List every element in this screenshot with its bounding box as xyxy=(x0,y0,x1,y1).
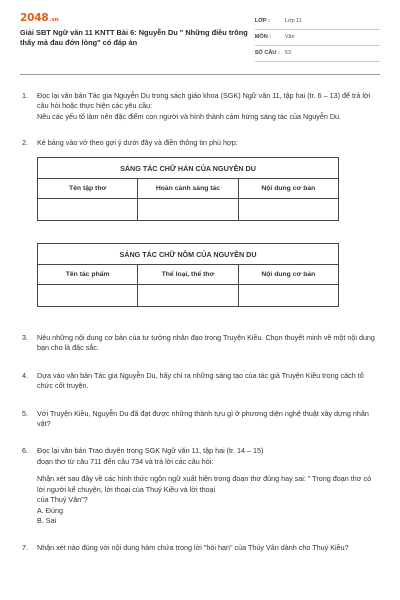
table-empty-row xyxy=(38,199,338,220)
question-text: Kẻ bảng vào vở theo gợi ý dưới đây và điền thông tin phù hợp: xyxy=(37,138,238,148)
table-nom-works xyxy=(37,243,339,307)
meta-key: LỚP : xyxy=(254,18,270,25)
table-title: SÁNG TÁC CHỮ NÔM CỦA NGUYỄN DU xyxy=(38,244,338,265)
question-number: 6. xyxy=(22,446,28,456)
question-number: 7. xyxy=(22,543,28,553)
spacer xyxy=(37,467,380,474)
table-header-row xyxy=(38,265,338,285)
question-5 xyxy=(20,409,380,430)
table-empty-cell xyxy=(239,285,338,306)
question-text: Dựa vào văn bản Tác gia Nguyễn Du, hãy chỉ ra những sáng tạo của tác giả Truyện Kiều trong cách tổ chức cốt truyện. xyxy=(37,370,364,391)
site-logo[interactable] xyxy=(20,12,255,25)
question-number: 5. xyxy=(22,408,28,418)
question-number: 4. xyxy=(22,370,28,380)
meta-row-class xyxy=(255,14,380,30)
answer-option-a[interactable]: A. Đúng xyxy=(37,505,63,515)
question-body xyxy=(34,446,380,526)
meta-box xyxy=(255,14,380,62)
table-title: SÁNG TÁC CHỮ HÁN CỦA NGUYỄN DU xyxy=(38,158,338,179)
table-header-cell: Tên tác phẩm xyxy=(38,265,138,285)
header-left xyxy=(20,12,255,62)
question-text: Với Truyện Kiều, Nguyễn Du đã đạt được những thành tựu gì ở phương diện nghệ thuật xây dựng nhân vật? xyxy=(37,408,369,428)
question-text: Nêu những nội dung cơ bản của tư tưởng nhân đạo trong Truyện Kiều. Chọn thuyết minh về một nội dung bạn cho là đặc sắc. xyxy=(37,332,375,353)
question-2 xyxy=(20,138,380,306)
meta-key: MÔN : xyxy=(254,34,272,41)
question-number: 2. xyxy=(22,138,28,148)
table-header-cell: Nội dung cơ bản xyxy=(239,179,338,199)
header-divider xyxy=(20,74,380,75)
logo-suffix: .vn xyxy=(49,17,59,23)
question-7 xyxy=(20,543,380,553)
meta-value: Văn xyxy=(284,34,295,41)
table-empty-cell xyxy=(239,199,338,220)
table-empty-cell xyxy=(38,199,138,220)
question-body xyxy=(34,333,380,354)
question-prompt: Nhận xét sau đây về các hình thức ngôn ngữ xuất hiện trong đoạn thơ đúng hay sai: " Trong đoạn thơ có lời người kể chuyện, lời thoại của Thuý Kiều và lời thoại xyxy=(37,474,372,494)
question-6 xyxy=(20,446,380,526)
table-empty-cell xyxy=(138,285,238,306)
logo-main: 2048 xyxy=(20,12,49,24)
question-text: Đọc lại văn bản Trao duyên trong SGK Ngữ văn 11, tập hai (tr. 14 – 15) xyxy=(37,446,264,456)
question-body xyxy=(34,543,380,553)
table-header-row xyxy=(38,179,338,199)
meta-value: Lớp 11 xyxy=(284,18,302,25)
table-header-cell: Tên tập thơ xyxy=(38,179,138,199)
question-3 xyxy=(20,333,380,354)
question-number: 3. xyxy=(22,332,28,342)
question-body xyxy=(34,138,380,306)
question-number: 1. xyxy=(22,91,28,100)
table-header-cell: Hoàn cảnh sáng tác xyxy=(138,179,238,199)
meta-row-count xyxy=(255,46,380,62)
question-body xyxy=(34,91,380,122)
document-title: Giải SBT Ngữ văn 11 KNTT Bài 6: Nguyễn Du " Những điều trông thấy mà đau đớn lòng" có đáp án xyxy=(20,27,248,47)
table-header-cell: Nội dung cơ bản xyxy=(239,265,338,285)
question-text: Đọc lại văn bản Tác gia Nguyễn Du trong sách giáo khoa (SGK) Ngữ văn 11, tập hai (tr. 6 – 13) để trả lời câu hỏi hoặc thực hiện các yêu cầu: xyxy=(37,91,371,111)
table-han-works xyxy=(37,157,339,221)
meta-value: 53 xyxy=(284,50,291,57)
table-empty-cell xyxy=(138,199,238,220)
meta-key: SỐ CÂU : xyxy=(254,50,280,57)
question-1 xyxy=(20,91,380,122)
table-empty-cell xyxy=(38,285,138,306)
question-body xyxy=(34,371,380,392)
question-text: đoạn thơ từ câu 711 đến câu 734 và trả lời các câu hỏi: xyxy=(37,456,214,466)
page-header xyxy=(20,12,380,62)
meta-row-subject xyxy=(255,30,380,46)
table-header-cell: Thể loại, thể thơ xyxy=(138,265,238,285)
question-text: Nêu các yếu tố làm nên đặc điểm con người và hình thành cảm hứng sáng tác của Nguyễn Du. xyxy=(37,111,342,121)
table-empty-row xyxy=(38,285,338,306)
question-prompt: của Thuý Vân"? xyxy=(37,495,88,505)
question-text: Nhận xét nào đúng với nội dung hàm chứa trong lời "hỏi hạn" của Thúy Vân dành cho Thuý Kiều? xyxy=(37,543,349,553)
question-body xyxy=(34,409,380,430)
answer-option-b[interactable]: B. Sai xyxy=(37,516,57,525)
question-4 xyxy=(20,371,380,392)
